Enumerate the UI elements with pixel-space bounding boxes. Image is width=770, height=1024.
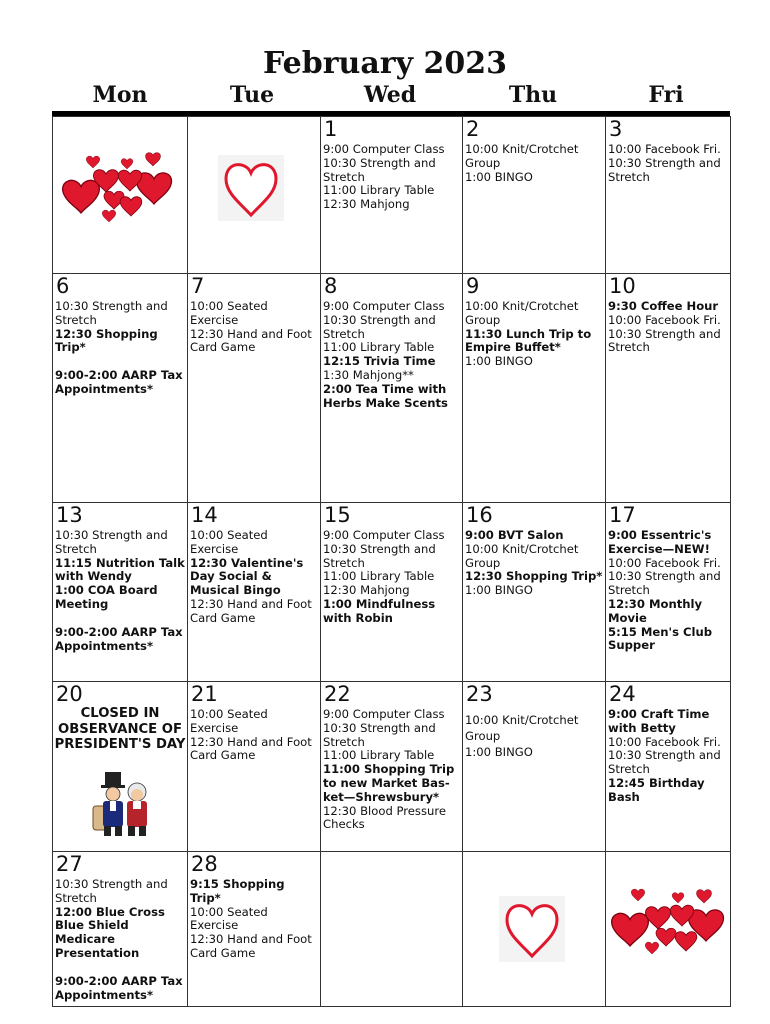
hearts-cluster-icon — [59, 151, 179, 231]
event: 10:30 Strength and Stretch — [608, 326, 721, 355]
event: 12:30 Hand and Foot Card Game — [190, 734, 312, 763]
day-number: 7 — [191, 274, 205, 298]
event: 11:00 Library Table — [323, 183, 435, 198]
day-cell — [606, 273, 731, 502]
event: 12:30 Hand and Foot Card Game — [190, 596, 312, 625]
event: 10:00 Knit/Crotchet Group — [465, 541, 579, 570]
calendar-grid — [52, 116, 730, 1007]
closed-notice: CLOSED IN OBSERVANCE OF PRESIDENT'S DAY — [54, 706, 186, 752]
event: 10:30 Strength and Stretch — [323, 312, 436, 341]
presidents-clipart-icon — [91, 770, 157, 838]
calendar-title: February 2023 — [263, 46, 507, 81]
event: 9:00 Computer Class — [323, 299, 445, 313]
day-cell — [53, 273, 188, 502]
day-cell-empty — [606, 851, 731, 1007]
day-cell — [463, 681, 606, 851]
day-cell — [188, 851, 321, 1007]
event-list — [608, 143, 729, 184]
day-cell — [606, 502, 731, 681]
event: 1:00 BINGO — [465, 583, 533, 598]
event: 10:00 Facebook Fri. — [608, 312, 721, 327]
event: 12:15 Trivia Time — [323, 354, 436, 369]
day-cell-empty — [53, 116, 188, 273]
day-cell — [321, 502, 463, 681]
event: 9:00 Computer Class — [323, 707, 445, 721]
heart-outline-icon — [218, 155, 284, 221]
event-list — [465, 529, 604, 598]
event-list — [465, 143, 604, 184]
event: 9:15 Shopping Trip* — [190, 877, 285, 905]
event-list — [608, 300, 729, 355]
event: 9:00 Computer Class — [323, 142, 445, 156]
event-list — [55, 878, 186, 1002]
event: 12:30 Valentine's Day Social & Musical Bingo — [190, 555, 304, 598]
event: 12:30 Blood Pressure Checks — [323, 803, 447, 832]
event: 10:00 Seated Exercise — [190, 904, 268, 933]
day-cell-empty — [463, 851, 606, 1007]
day-cell — [606, 681, 731, 851]
day-number: 16 — [466, 503, 493, 527]
day-number: 13 — [56, 503, 83, 527]
event: 11:00 Library Table — [323, 569, 435, 584]
event: 10:30 Strength and Stretch — [608, 155, 721, 184]
event-list — [465, 712, 604, 760]
event: 10:30 Strength and Stretch — [55, 528, 168, 556]
event: 1:00 BINGO — [465, 354, 533, 369]
event: 1:00 COA Board Meeting — [55, 583, 158, 611]
event: 10:30 Strength and Stretch — [55, 299, 168, 327]
day-cell — [321, 116, 463, 273]
event: 9:00-2:00 AARP Tax Appointments* — [55, 973, 183, 1002]
event: 9:00 Computer Class — [323, 528, 445, 542]
event-list — [323, 708, 461, 832]
event: 10:00 Seated Exercise — [190, 707, 268, 735]
event: 9:00 Craft Time with Betty — [608, 707, 710, 735]
event: 9:30 Coffee Hour — [608, 299, 719, 313]
event: 12:30 Hand and Foot Card Game — [190, 932, 312, 960]
event: 5:15 Men's Club Supper — [608, 624, 713, 653]
event: 11:30 Lunch Trip to Empire Buffet* — [465, 326, 592, 355]
day-number: 28 — [191, 852, 218, 876]
event-list — [55, 300, 186, 397]
day-number: 8 — [324, 274, 338, 298]
day-number: 6 — [56, 274, 70, 298]
event: 12:30 Mahjong — [323, 583, 410, 598]
event: 12:30 Shopping Trip* — [465, 569, 603, 584]
day-cell — [188, 681, 321, 851]
day-number: 27 — [56, 852, 83, 876]
day-number: 14 — [191, 503, 218, 527]
event: 1:00 BINGO — [465, 169, 533, 184]
weekday-tue: Tue — [229, 82, 275, 108]
event: 10:00 Knit/Crotchet Group — [465, 299, 579, 327]
day-cell — [321, 681, 463, 851]
day-number: 24 — [609, 682, 636, 706]
event-list — [190, 529, 319, 626]
event: 10:30 Strength and Stretch — [608, 569, 721, 598]
event: 1:00 BINGO — [465, 745, 533, 759]
event: 1:00 Mindfulness with Robin — [323, 596, 436, 625]
day-number: 10 — [609, 274, 636, 298]
event-list — [190, 300, 319, 355]
day-number: 1 — [324, 117, 338, 141]
day-cell — [53, 502, 188, 681]
event: 11:15 Nutrition Talk with Wendy — [55, 555, 185, 584]
weekday-header — [52, 82, 730, 110]
event: 11:00 Library Table — [323, 748, 435, 763]
day-cell — [463, 273, 606, 502]
day-number: 22 — [324, 682, 351, 706]
event-list — [190, 878, 319, 961]
event: 10:30 Strength and Stretch — [608, 748, 721, 777]
day-number: 20 — [56, 682, 83, 706]
event: 12:30 Monthly Movie — [608, 596, 703, 625]
hearts-cluster-icon — [608, 886, 728, 966]
event: 10:00 Facebook Fri. — [608, 142, 721, 156]
weekday-fri: Fri — [648, 82, 684, 108]
event: 10:00 Facebook Fri. — [608, 734, 721, 749]
event-list — [190, 708, 319, 763]
day-number: 2 — [466, 117, 480, 141]
event-list — [323, 143, 461, 212]
event-list — [608, 708, 729, 805]
day-cell — [53, 681, 188, 851]
day-number: 23 — [466, 682, 493, 706]
day-number: 21 — [191, 682, 218, 706]
event: 10:30 Strength and Stretch — [323, 720, 436, 749]
weekday-thu: Thu — [508, 82, 558, 108]
event: 10:00 Facebook Fri. — [608, 555, 721, 570]
day-number: 3 — [609, 117, 623, 141]
event: 10:30 Strength and Stretch — [323, 541, 436, 570]
day-cell-empty — [321, 851, 463, 1007]
event: 9:00 BVT Salon — [465, 528, 564, 542]
event: 9:00-2:00 AARP Tax Appointments* — [55, 624, 183, 653]
day-number: 15 — [324, 503, 351, 527]
event: 12:00 Blue Cross Blue Shield Medicare Presentation — [55, 904, 165, 960]
event: 10:30 Strength and Stretch — [323, 155, 436, 184]
weekday-wed: Wed — [363, 82, 417, 108]
event-list — [323, 529, 461, 626]
event: 9:00-2:00 AARP Tax Appointments* — [55, 368, 183, 396]
event: 12:30 Shopping Trip* — [55, 326, 158, 355]
event: 12:30 Hand and Foot Card Game — [190, 326, 312, 355]
day-cell — [606, 116, 731, 273]
event: 1:30 Mahjong** — [323, 367, 414, 382]
event-list — [465, 300, 604, 369]
event: 2:00 Tea Time with Herbs Make Scents — [323, 381, 448, 410]
event-list — [323, 300, 461, 410]
day-cell — [321, 273, 463, 502]
day-cell — [463, 116, 606, 273]
heart-outline-icon — [499, 896, 565, 962]
event: 10:30 Strength and Stretch — [55, 877, 168, 905]
weekday-mon: Mon — [92, 82, 148, 108]
day-cell-empty — [188, 116, 321, 273]
event-list — [55, 529, 186, 653]
day-number: 9 — [466, 274, 480, 298]
event: 10:00 Knit/Crotchet Group — [465, 713, 579, 743]
day-number: 17 — [609, 503, 636, 527]
day-cell — [53, 851, 188, 1007]
event: 10:00 Knit/Crotchet Group — [465, 142, 579, 170]
event: 11:00 Library Table — [323, 340, 435, 355]
day-cell — [188, 502, 321, 681]
day-cell — [188, 273, 321, 502]
event: 11:00 Shopping Trip to new Market Bas-ket—Shrewsbury* — [323, 762, 455, 804]
event-list — [608, 529, 729, 653]
event: 12:30 Mahjong — [323, 197, 410, 212]
event: 10:00 Seated Exercise — [190, 528, 268, 556]
event: 12:45 Birthday Bash — [608, 775, 705, 804]
day-cell — [463, 502, 606, 681]
event: 9:00 Essentric's Exercise—NEW! — [608, 528, 712, 556]
event: 10:00 Seated Exercise — [190, 299, 268, 327]
